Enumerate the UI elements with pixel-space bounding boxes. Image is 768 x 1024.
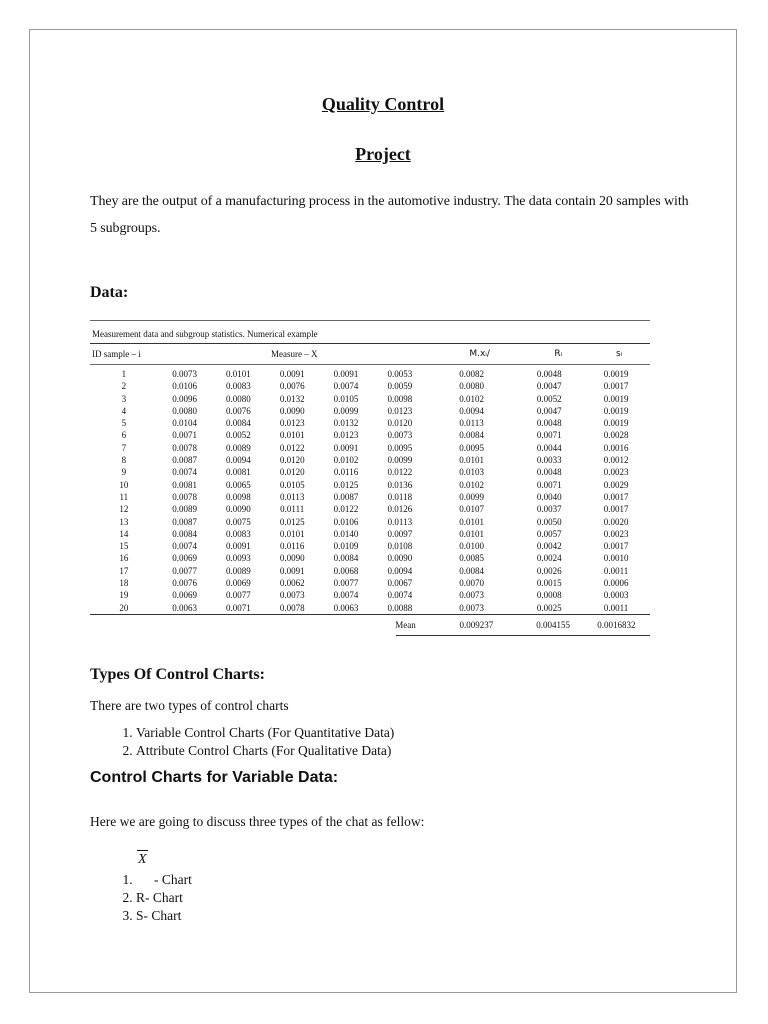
table-cell: 0.0080: [226, 393, 251, 404]
table-cell: 15: [119, 541, 129, 552]
header-range: Rᵢ: [554, 349, 563, 359]
table-cell: 0.0067: [387, 578, 413, 589]
table-cell: 0.0087: [333, 491, 359, 502]
list-item-label: - Chart: [154, 872, 192, 887]
table-row: [90, 393, 650, 405]
table-cell: 0.0078: [172, 442, 197, 453]
table-cell: 0.0136: [387, 479, 413, 490]
table-header: [90, 344, 650, 364]
table-cell: 0.0026: [536, 565, 562, 576]
table-cell: 0.0057: [536, 528, 562, 539]
table-cell: 5: [121, 418, 127, 429]
xbar-overline: [137, 850, 148, 851]
table-cell: 0.0113: [387, 516, 413, 527]
table-cell: 0.0016: [603, 442, 629, 453]
table-cell: 0.0069: [172, 553, 197, 564]
table-cell: 0.0106: [172, 381, 197, 392]
table-row: [90, 565, 650, 577]
variable-heading: Control Charts for Variable Data:: [90, 769, 339, 786]
table-cell: 0.0100: [459, 541, 484, 552]
table-cell: 0.0010: [603, 553, 629, 564]
table-cell: 0.0071: [536, 479, 562, 490]
table-row: [90, 552, 650, 564]
table-cell: 0.0089: [226, 442, 251, 453]
table-cell: 0.0040: [536, 491, 562, 502]
mean-row: [90, 615, 650, 635]
table-cell: 0.0090: [279, 553, 305, 564]
table-cell: 0.0111: [280, 504, 305, 515]
table-cell: 0.0025: [536, 602, 562, 613]
table-cell: 9: [121, 467, 127, 478]
table-cell: 0.0099: [333, 405, 359, 416]
table-cell: 0.0116: [333, 467, 359, 478]
header-id: ID sample – i: [92, 349, 141, 359]
table-cell: 0.0047: [536, 381, 562, 392]
table-cell: 0.0048: [536, 418, 562, 429]
table-cell: 0.0076: [172, 578, 197, 589]
table-cell: 0.0089: [172, 504, 197, 515]
table-cell: 0.0109: [333, 541, 359, 552]
table-cell: 0.0003: [603, 590, 629, 601]
table-cell: 0.0105: [279, 479, 305, 490]
table-cell: 0.0094: [387, 565, 413, 576]
table-cell: 0.0097: [387, 528, 413, 539]
table-cell: 0.0052: [226, 430, 251, 441]
table-cell: 0.0084: [459, 430, 484, 441]
table-cell: 0.0008: [536, 590, 562, 601]
table-row: [90, 528, 650, 540]
table-cell: 0.0019: [603, 418, 629, 429]
table-cell: 0.0074: [172, 467, 197, 478]
charts-list: [90, 871, 192, 925]
list-item: 3. S- Chart: [136, 907, 192, 925]
table-cell: 0.0028: [603, 430, 629, 441]
table-row: [90, 540, 650, 552]
table-cell: 0.0122: [333, 504, 359, 515]
table-cell: 0.0096: [172, 393, 197, 404]
table-cell: 0.0073: [172, 369, 197, 379]
table-cell: 0.0090: [279, 405, 305, 416]
table-caption: Measurement data and subgroup statistics. Numerical example: [92, 329, 318, 339]
table-cell: 0.0091: [333, 369, 359, 379]
table-cell: 0.0101: [459, 528, 484, 539]
table-row: [90, 503, 650, 515]
table-row: [90, 454, 650, 466]
table-cell: 0.0084: [459, 565, 484, 576]
xbar-letter: X: [138, 852, 147, 867]
table-cell: 0.0053: [387, 369, 413, 379]
table-cell: 0.0080: [459, 381, 484, 392]
table-cell: 0.0074: [333, 590, 359, 601]
table-cell: 0.0122: [279, 442, 305, 453]
table-cell: 18: [119, 578, 129, 589]
mean-label: Mean: [395, 619, 416, 630]
table-cell: 0.0094: [459, 405, 484, 416]
table-cell: 0.0019: [603, 393, 629, 404]
table-cell: 0.0108: [387, 541, 413, 552]
table-cell: 0.0099: [459, 491, 484, 502]
table-cell: 17: [119, 565, 129, 576]
table-cell: 0.0052: [536, 393, 562, 404]
table-cell: 0.0083: [226, 528, 251, 539]
table-cell: 7: [121, 442, 127, 453]
list-item: 2. Attribute Control Charts (For Qualitative Data): [136, 742, 394, 760]
table-cell: 0.0059: [387, 381, 413, 392]
table-cell: 0.0102: [459, 393, 484, 404]
header-sd: sᵢ: [615, 349, 623, 359]
table-cell: 0.0091: [226, 541, 251, 552]
table-cell: 0.0102: [333, 455, 359, 466]
table-cell: 0.0098: [387, 393, 413, 404]
table-cell: 8: [121, 455, 127, 466]
table-cell: 0.0101: [279, 528, 305, 539]
table-cell: 0.0113: [459, 418, 484, 429]
mean-value-r: 0.004155: [536, 619, 570, 630]
table-cell: 0.0078: [172, 491, 197, 502]
table-cell: 0.0068: [333, 565, 359, 576]
table-cell: 0.0090: [387, 553, 413, 564]
table-row: [90, 429, 650, 441]
table-cell: 0.0123: [333, 430, 359, 441]
header-mean: M.xᵢ/: [469, 349, 490, 359]
table-cell: 0.0011: [603, 565, 629, 576]
table-cell: 0.0050: [536, 516, 562, 527]
table-cell: 0.0083: [226, 381, 251, 392]
table-cell: 0.0044: [536, 442, 562, 453]
table-row: [90, 602, 650, 614]
table-cell: 0.0074: [387, 590, 413, 601]
table-cell: 0.0069: [172, 590, 197, 601]
table-cell: 12: [119, 504, 129, 515]
table-cell: 0.0073: [459, 602, 484, 613]
variable-intro: Here we are going to discuss three types of the chat as fellow:: [90, 814, 425, 829]
table-cell: 0.0089: [226, 565, 251, 576]
table-cell: 0.0094: [226, 455, 251, 466]
table-cell: 0.0081: [172, 479, 197, 490]
table-cell: 0.0087: [172, 455, 197, 466]
table-cell: 10: [119, 479, 129, 490]
data-heading: Data:: [90, 284, 129, 301]
table-row: [90, 479, 650, 491]
table-cell: 0.0090: [226, 504, 251, 515]
table-cell: 0.0087: [172, 516, 197, 527]
table-cell: 0.0075: [226, 516, 251, 527]
table-row: [90, 417, 650, 429]
table-cell: 0.0073: [279, 590, 305, 601]
table-cell: 0.0118: [387, 491, 413, 502]
table-cell: 0.0123: [387, 405, 413, 416]
table-cell: 0.0095: [459, 442, 484, 453]
table-cell: 0.0063: [172, 602, 197, 613]
table-cell: 0.0074: [172, 541, 197, 552]
types-intro: There are two types of control charts: [90, 698, 289, 713]
table-cell: 0.0070: [459, 578, 484, 589]
mean-value-mx: 0.009237: [459, 619, 494, 630]
table-cell: 0.0120: [279, 467, 305, 478]
table-cell: 0.0048: [536, 369, 562, 379]
xbar-symbol: [138, 852, 147, 868]
table-cell: 0.0104: [172, 418, 197, 429]
table-cell: 0.0071: [172, 430, 197, 441]
header-measure: Measure – X: [271, 349, 318, 359]
table-cell: 0.0084: [333, 553, 359, 564]
table-cell: 1: [121, 369, 127, 379]
table-cell: 0.0077: [333, 578, 359, 589]
table-row: [90, 380, 650, 392]
table-cell: 0.0091: [279, 369, 305, 379]
doc-title-line2: Project: [355, 144, 411, 164]
table-cell: 0.0140: [333, 528, 359, 539]
measurement-table: [90, 320, 650, 635]
table-cell: 0.0073: [459, 590, 484, 601]
table-cell: 0.0103: [459, 467, 484, 478]
table-row: [90, 405, 650, 417]
table-cell: 0.0017: [603, 381, 629, 392]
table-cell: 0.0037: [536, 504, 562, 515]
table-cell: 0.0071: [226, 602, 251, 613]
table-cell: 0.0101: [226, 369, 251, 379]
table-cell: 0.0017: [603, 504, 629, 515]
table-cell: 0.0125: [333, 479, 359, 490]
table-cell: 0.0120: [387, 418, 413, 429]
table-cell: 0.0069: [226, 578, 251, 589]
table-cell: 0.0105: [333, 393, 359, 404]
table-cell: 0.0106: [333, 516, 359, 527]
table-cell: 0.0101: [279, 430, 305, 441]
table-cell: 0.0023: [603, 528, 629, 539]
table-cell: 0.0065: [226, 479, 251, 490]
table-cell: 0.0011: [603, 602, 629, 613]
table-body: [90, 365, 650, 614]
table-cell: 0.0017: [603, 541, 629, 552]
intro-paragraph: They are the output of a manufacturing process in the automotive industry. The data contain 20 samples with 5 subgroups.: [90, 194, 689, 236]
table-cell: 0.0084: [226, 418, 251, 429]
table-cell: 4: [121, 405, 127, 416]
table-cell: 0.0132: [333, 418, 359, 429]
list-item: 1. Variable Control Charts (For Quantitative Data): [136, 724, 394, 742]
table-cell: 0.0033: [536, 455, 562, 466]
table-cell: 0.0132: [279, 393, 305, 404]
list-item: [136, 871, 192, 889]
table-cell: 0.0078: [279, 602, 305, 613]
table-cell: 0.0088: [387, 602, 413, 613]
table-cell: 0.0101: [459, 455, 484, 466]
table-cell: 0.0012: [603, 455, 629, 466]
table-row: [90, 516, 650, 528]
table-row: [90, 442, 650, 454]
list-item: 2. R- Chart: [136, 889, 192, 907]
table-cell: 0.0074: [333, 381, 359, 392]
table-row: [90, 589, 650, 601]
table-cell: 0.0116: [280, 541, 305, 552]
mean-value-s: 0.0016832: [597, 619, 636, 630]
table-cell: 0.0091: [333, 442, 359, 453]
table-cell: 0.0101: [459, 516, 484, 527]
table-cell: 0.0085: [459, 553, 484, 564]
table-cell: 0.0076: [226, 405, 251, 416]
table-cell: 16: [119, 553, 129, 564]
table-cell: 20: [119, 602, 129, 613]
table-cell: 0.0048: [536, 467, 562, 478]
table-cell: 0.0062: [279, 578, 305, 589]
table-cell: 0.0120: [279, 455, 305, 466]
table-row: [90, 365, 650, 380]
table-cell: 0.0023: [603, 467, 629, 478]
document-page: [29, 29, 737, 993]
table-cell: 0.0076: [279, 381, 305, 392]
table-cell: 0.0024: [536, 553, 562, 564]
table-cell: 0.0091: [279, 565, 305, 576]
table-cell: 0.0123: [279, 418, 305, 429]
table-cell: 0.0080: [172, 405, 197, 416]
table-cell: 0.0082: [459, 369, 484, 379]
table-cell: 0.0107: [459, 504, 484, 515]
table-cell: 0.0019: [603, 405, 629, 416]
table-cell: 0.0081: [226, 467, 251, 478]
table-cell: 0.0098: [226, 491, 251, 502]
table-cell: 0.0063: [333, 602, 359, 613]
table-cell: 0.0125: [279, 516, 305, 527]
table-cell: 13: [119, 516, 129, 527]
table-cell: 0.0042: [536, 541, 562, 552]
table-cell: 3: [121, 393, 127, 404]
table-cell: 0.0047: [536, 405, 562, 416]
types-heading: Types Of Control Charts:: [90, 666, 265, 683]
table-cell: 14: [119, 528, 129, 539]
table-cell: 0.0093: [226, 553, 251, 564]
table-cell: 0.0113: [280, 491, 305, 502]
table-cell: 0.0102: [459, 479, 484, 490]
table-cell: 0.0095: [387, 442, 413, 453]
table-cell: 0.0099: [387, 455, 413, 466]
table-cell: 0.0019: [603, 369, 629, 379]
table-cell: 0.0017: [603, 491, 629, 502]
table-cell: 0.0015: [536, 578, 562, 589]
table-cell: 19: [119, 590, 129, 601]
table-cell: 0.0077: [172, 565, 197, 576]
table-cell: 6: [121, 430, 127, 441]
table-cell: 0.0073: [387, 430, 413, 441]
mean-underline: [396, 635, 650, 636]
table-cell: 11: [119, 491, 129, 502]
table-row: [90, 491, 650, 503]
table-cell: 0.0020: [603, 516, 629, 527]
table-row: [90, 577, 650, 589]
table-cell: 0.0084: [172, 528, 197, 539]
table-cell: 0.0071: [536, 430, 562, 441]
table-cell: 2: [121, 381, 127, 392]
table-cell: 0.0122: [387, 467, 413, 478]
types-list: [90, 724, 394, 760]
doc-title-line1: Quality Control: [321, 94, 445, 114]
table-row: [90, 466, 650, 478]
table-cell: 0.0029: [603, 479, 629, 490]
table-cell: 0.0126: [387, 504, 413, 515]
table-cell: 0.0006: [603, 578, 629, 589]
table-cell: 0.0077: [226, 590, 251, 601]
